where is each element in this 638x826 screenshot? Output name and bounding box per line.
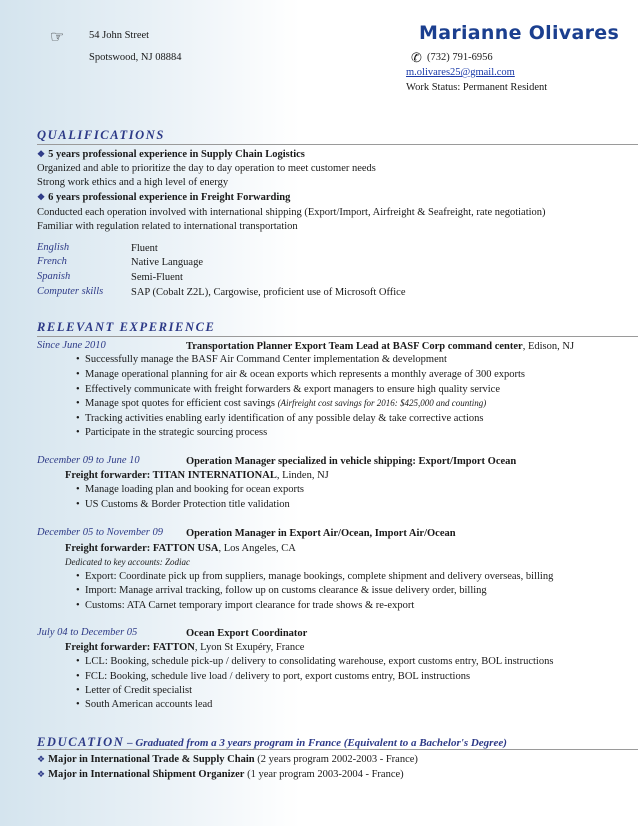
cost-savings-note: (Airfreight cost savings for 2016: $425,000 and counting) (277, 398, 487, 408)
job-date: July 04 to December 05 (37, 627, 138, 638)
qualification-line: Familiar with regulation related to international transportation (37, 221, 298, 232)
language-label: French (37, 256, 67, 267)
job-bullet: • LCL: Booking, schedule pick-up / delivery to consolidating warehouse, export customs entry, BOL instructions (76, 656, 554, 667)
email-link[interactable]: m.olivares25@gmail.com (406, 67, 515, 78)
name-first: Marianne (419, 22, 522, 44)
section-divider (37, 749, 638, 750)
job-title: Ocean Export Coordinator (186, 628, 308, 639)
section-divider (37, 336, 638, 337)
job-title: Operation Manager specialized in vehicle shipping: Export/Import Ocean (186, 456, 517, 467)
education-item: ❖ Major in International Shipment Organizer (1 year program 2003-2004 - France) (37, 769, 404, 780)
hand-pointing-icon: ☞ (50, 29, 65, 46)
education-title: EDUCATION (37, 735, 125, 749)
job-bullet: • Successfully manage the BASF Air Command Center implementation & development (76, 354, 447, 365)
mobile-phone-icon: ✆ (411, 50, 422, 65)
key-accounts-note: Dedicated to key accounts: Zodiac (65, 557, 190, 567)
language-level: Fluent (131, 243, 158, 254)
diamond-bullet-icon: ❖ (37, 754, 46, 764)
diamond-bullet-icon: ❖ (37, 769, 46, 779)
language-label: English (37, 242, 70, 253)
job-bullet: • Manage operational planning for air & ocean exports which represents a monthly average of 300 exports (76, 369, 525, 380)
language-level: Native Language (131, 257, 204, 268)
qualification-line: Strong work ethics and a high level of energy (37, 177, 229, 188)
job-bullet: • Customs: ATA Carnet temporary import clearance for trade shows & re-export (76, 600, 415, 611)
job-company: Freight forwarder: TITAN INTERNATIONAL, Linden, NJ (65, 470, 329, 481)
qualification-heading: ❖ 5 years professional experience in Supply Chain Logistics (37, 149, 305, 160)
job-title: Transportation Planner Export Team Lead at BASF Corp command center, Edison, NJ (186, 341, 575, 352)
job-bullet: • Participate in the strategic sourcing process (76, 427, 268, 438)
diamond-bullet-icon: ❖ (37, 149, 46, 159)
education-subtitle: – Graduated from a 3 years program in France (Equivalent to a Bachelor's Degree) (124, 737, 507, 749)
job-bullet: • Manage loading plan and booking for ocean exports (76, 484, 304, 495)
section-divider (37, 144, 638, 145)
job-bullet: • Export: Coordinate pick up from suppliers, manage bookings, complete shipment and delivery overseas, billing (76, 571, 554, 582)
education-item: ❖ Major in International Trade & Supply Chain (2 years program 2002-2003 - France) (37, 754, 418, 765)
job-title: Operation Manager in Export Air/Ocean, Import Air/Ocean (186, 528, 456, 539)
qualification-heading: ❖ 6 years professional experience in Freight Forwarding (37, 192, 291, 203)
phone-number: (732) 791-6956 (427, 52, 493, 63)
language-label: Spanish (37, 271, 71, 282)
job-company: Freight forwarder: FATTON USA, Los Angeles, CA (65, 543, 296, 554)
job-bullet: • South American accounts lead (76, 699, 213, 710)
city-address: Spotswood, NJ 08884 (89, 52, 182, 63)
job-bullet: • Import: Manage arrival tracking, follow up on customs clearance & issue delivery order, billing (76, 585, 487, 596)
job-date: December 09 to June 10 (37, 455, 140, 466)
qualification-line: Organized and able to prioritize the day to day operation to meet customer needs (37, 163, 376, 174)
qualifications-title: QUALIFICATIONS (37, 128, 165, 142)
skills-value: SAP (Cobalt Z2L), Cargowise, proficient use of Microsoft Office (131, 287, 406, 298)
job-bullet: • US Customs & Border Protection title validation (76, 499, 290, 510)
experience-title: RELEVANT EXPERIENCE (37, 320, 216, 334)
qualification-line: Conducted each operation involved with international shipping (Export/Import, Airfreight & Seafreight, rate negotiation) (37, 207, 546, 218)
street-address: 54 John Street (89, 30, 150, 41)
job-bullet: • Letter of Credit specialist (76, 685, 193, 696)
job-date: December 05 to November 09 (37, 527, 163, 538)
language-level: Semi-Fluent (131, 272, 183, 283)
name-last: Olivares (528, 22, 620, 44)
job-company: Freight forwarder: FATTON, Lyon St Exupéry, France (65, 642, 305, 653)
job-bullet: • Manage spot quotes for efficient cost savings (Airfreight cost savings for 2016: $425,000 and counting) (76, 398, 487, 409)
skills-label: Computer skills (37, 286, 104, 297)
job-bullet: • Effectively communicate with freight forwarders & export managers to ensure high quality service (76, 384, 500, 395)
job-date: Since June 2010 (37, 340, 106, 351)
work-status: Work Status: Permanent Resident (406, 82, 548, 93)
candidate-name (419, 22, 619, 44)
diamond-bullet-icon: ❖ (37, 192, 46, 202)
job-bullet: • Tracking activities enabling early identification of any possible delay & take corrective actions (76, 413, 484, 424)
job-bullet: • FCL: Booking, schedule live load / delivery to port, export customs entry, BOL instructions (76, 671, 471, 682)
